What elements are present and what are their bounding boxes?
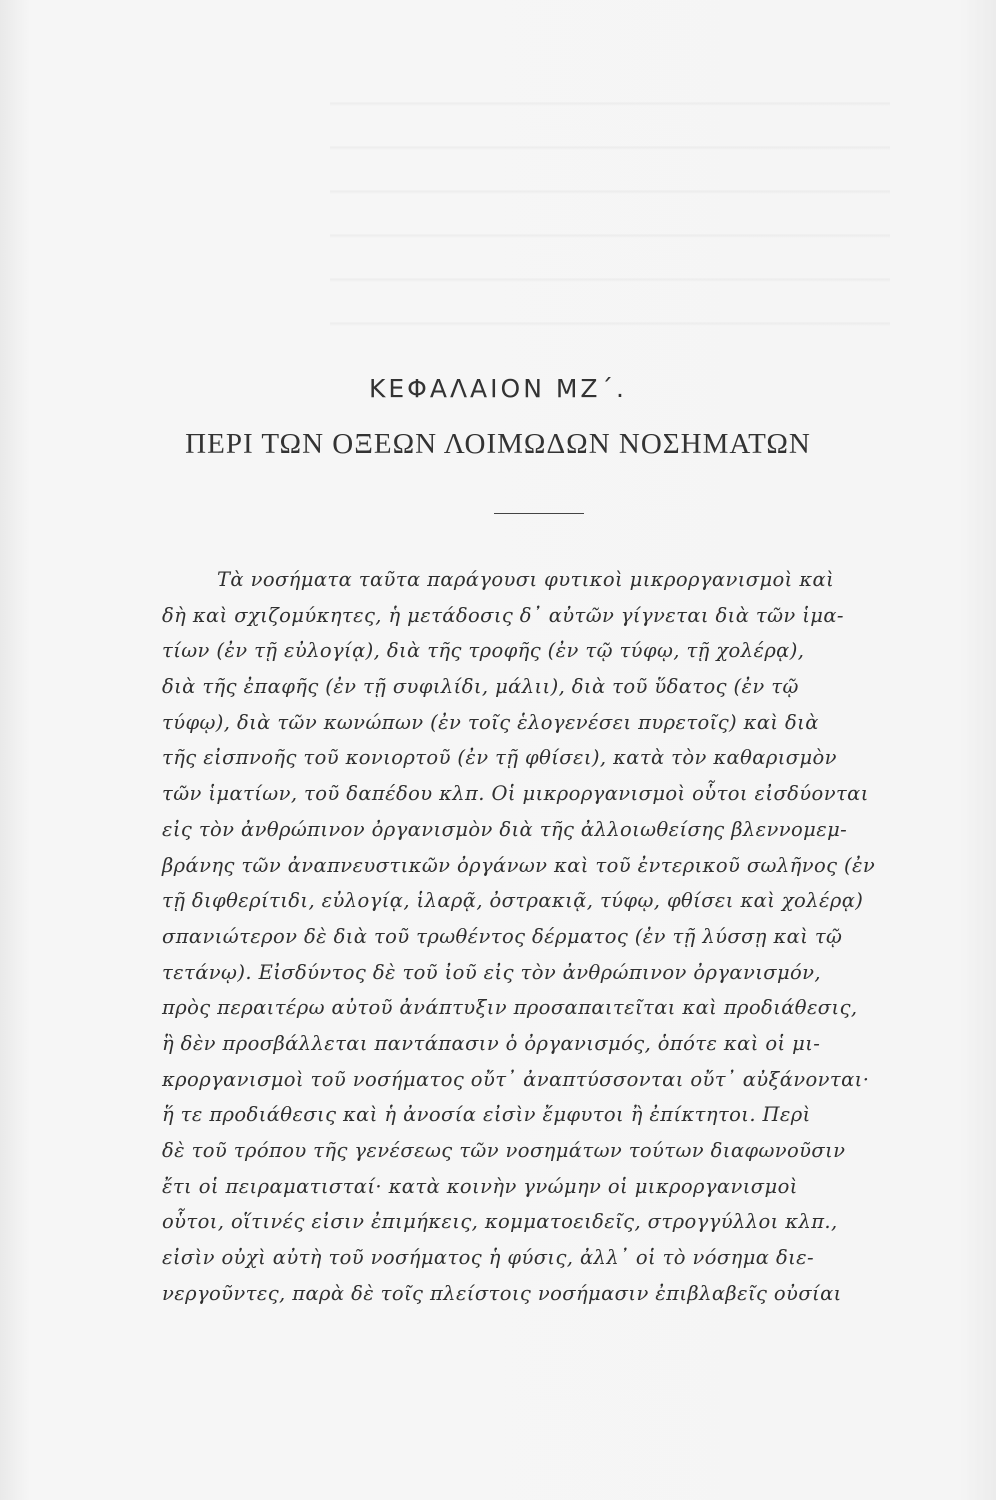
show-through-text: [330, 80, 890, 350]
text-line: δὲ τοῦ τρόπου τῆς γενέσεως τῶν νοσημάτων τούτων διαφωνοῦσιν: [162, 1139, 846, 1162]
text-line: ἔτι οἱ πειραματισταί· κατὰ κοινὴν γνώμην οἱ μικροργανισμοὶ: [162, 1174, 798, 1198]
text-line: διὰ τῆς ἐπαφῆς (ἐν τῇ συφιλίδι, μάλιι), διὰ τοῦ ὕδατος (ἐν τῷ: [162, 675, 799, 699]
text-line: τίων (ἐν τῇ εὐλογίᾳ), διὰ τῆς τροφῆς (ἐν τῷ τύφῳ, τῇ χολέρᾳ),: [162, 639, 805, 663]
title-divider: [494, 513, 584, 514]
chapter-title: ΠΕΡΙ ΤΩΝ ΟΞΕΩΝ ΛΟΙΜΩΔΩΝ ΝΟΣΗΜΑΤΩΝ: [185, 428, 811, 460]
text-line: πρὸς περαιτέρω αὐτοῦ ἀνάπτυξιν προσαπαιτεῖται καὶ προδιάθεσις,: [162, 996, 858, 1020]
text-line: εἰσὶν οὐχὶ αὐτὴ τοῦ νοσήματος ἡ φύσις, ἀλλ᾽ οἱ τὸ νόσημα διε-: [162, 1246, 814, 1270]
text-line: κροργανισμοὶ τοῦ νοσήματος οὔτ᾽ ἀναπτύσσονται οὔτ᾽ αὐξάνονται·: [162, 1067, 870, 1091]
text-line: τετάνῳ). Εἰσδύντος δὲ τοῦ ἰοῦ εἰς τὸν ἀνθρώπινον ὀργανισμόν,: [162, 960, 822, 984]
text-line: οὗτοι, οἵτινές εἰσιν ἐπιμήκεις, κομματοειδεῖς, στρογγύλλοι κλπ.,: [162, 1210, 838, 1234]
text-line: τῇ διφθερίτιδι, εὐλογίᾳ, ἱλαρᾷ, ὀστρακιᾷ, τύφῳ, φθίσει καὶ χολέρᾳ): [162, 889, 864, 913]
text-line: τύφῳ), διὰ τῶν κωνώπων (ἐν τοῖς ἑλογενέσει πυρετοῖς) καὶ διὰ: [162, 710, 819, 734]
chapter-number: ΚΕΦΑΛΑΙΟΝ ΜΖ΄.: [368, 374, 627, 403]
text-line: δὴ καὶ σχιζομύκητες, ἡ μετάδοσις δ᾽ αὐτῶν γίγνεται διὰ τῶν ἱμα-: [162, 603, 844, 627]
text-line: ἥ τε προδιάθεσις καὶ ἡ ἀνοσία εἰσὶν ἔμφυτοι ἢ ἐπίκτητοι. Περὶ: [162, 1103, 811, 1127]
text-line: τῆς εἰσπνοῆς τοῦ κονιορτοῦ (ἐν τῇ φθίσει), κατὰ τὸν καθαρισμὸν: [162, 746, 837, 770]
text-line: νεργοῦντες, παρὰ δὲ τοῖς πλείστοις νοσήμασιν ἐπιβλαβεῖς οὐσίαι: [162, 1281, 842, 1305]
text-line: τῶν ἱματίων, τοῦ δαπέδου κλπ. Οἱ μικροργανισμοὶ οὗτοι εἰσδύονται: [162, 782, 869, 806]
body-paragraph: [162, 562, 904, 1311]
text-line: Τὰ νοσήματα ταῦτα παράγουσι φυτικοὶ μικροργανισμοὶ καὶ: [217, 568, 835, 591]
text-line: ἣ δὲν προσβάλλεται παντάπασιν ὁ ὀργανισμός, ὁπότε καὶ οἱ μι-: [162, 1031, 821, 1055]
text-line: εἰς τὸν ἀνθρώπινον ὀργανισμὸν διὰ τῆς ἀλλοιωθείσης βλεννομεμ-: [162, 817, 848, 841]
text-line: βράνης τῶν ἀναπνευστικῶν ὀργάνων καὶ τοῦ ἐντερικοῦ σωλῆνος (ἐν: [162, 853, 876, 877]
text-line: σπανιώτερον δὲ διὰ τοῦ τρωθέντος δέρματος (ἐν τῇ λύσσῃ καὶ τῷ: [162, 924, 843, 948]
